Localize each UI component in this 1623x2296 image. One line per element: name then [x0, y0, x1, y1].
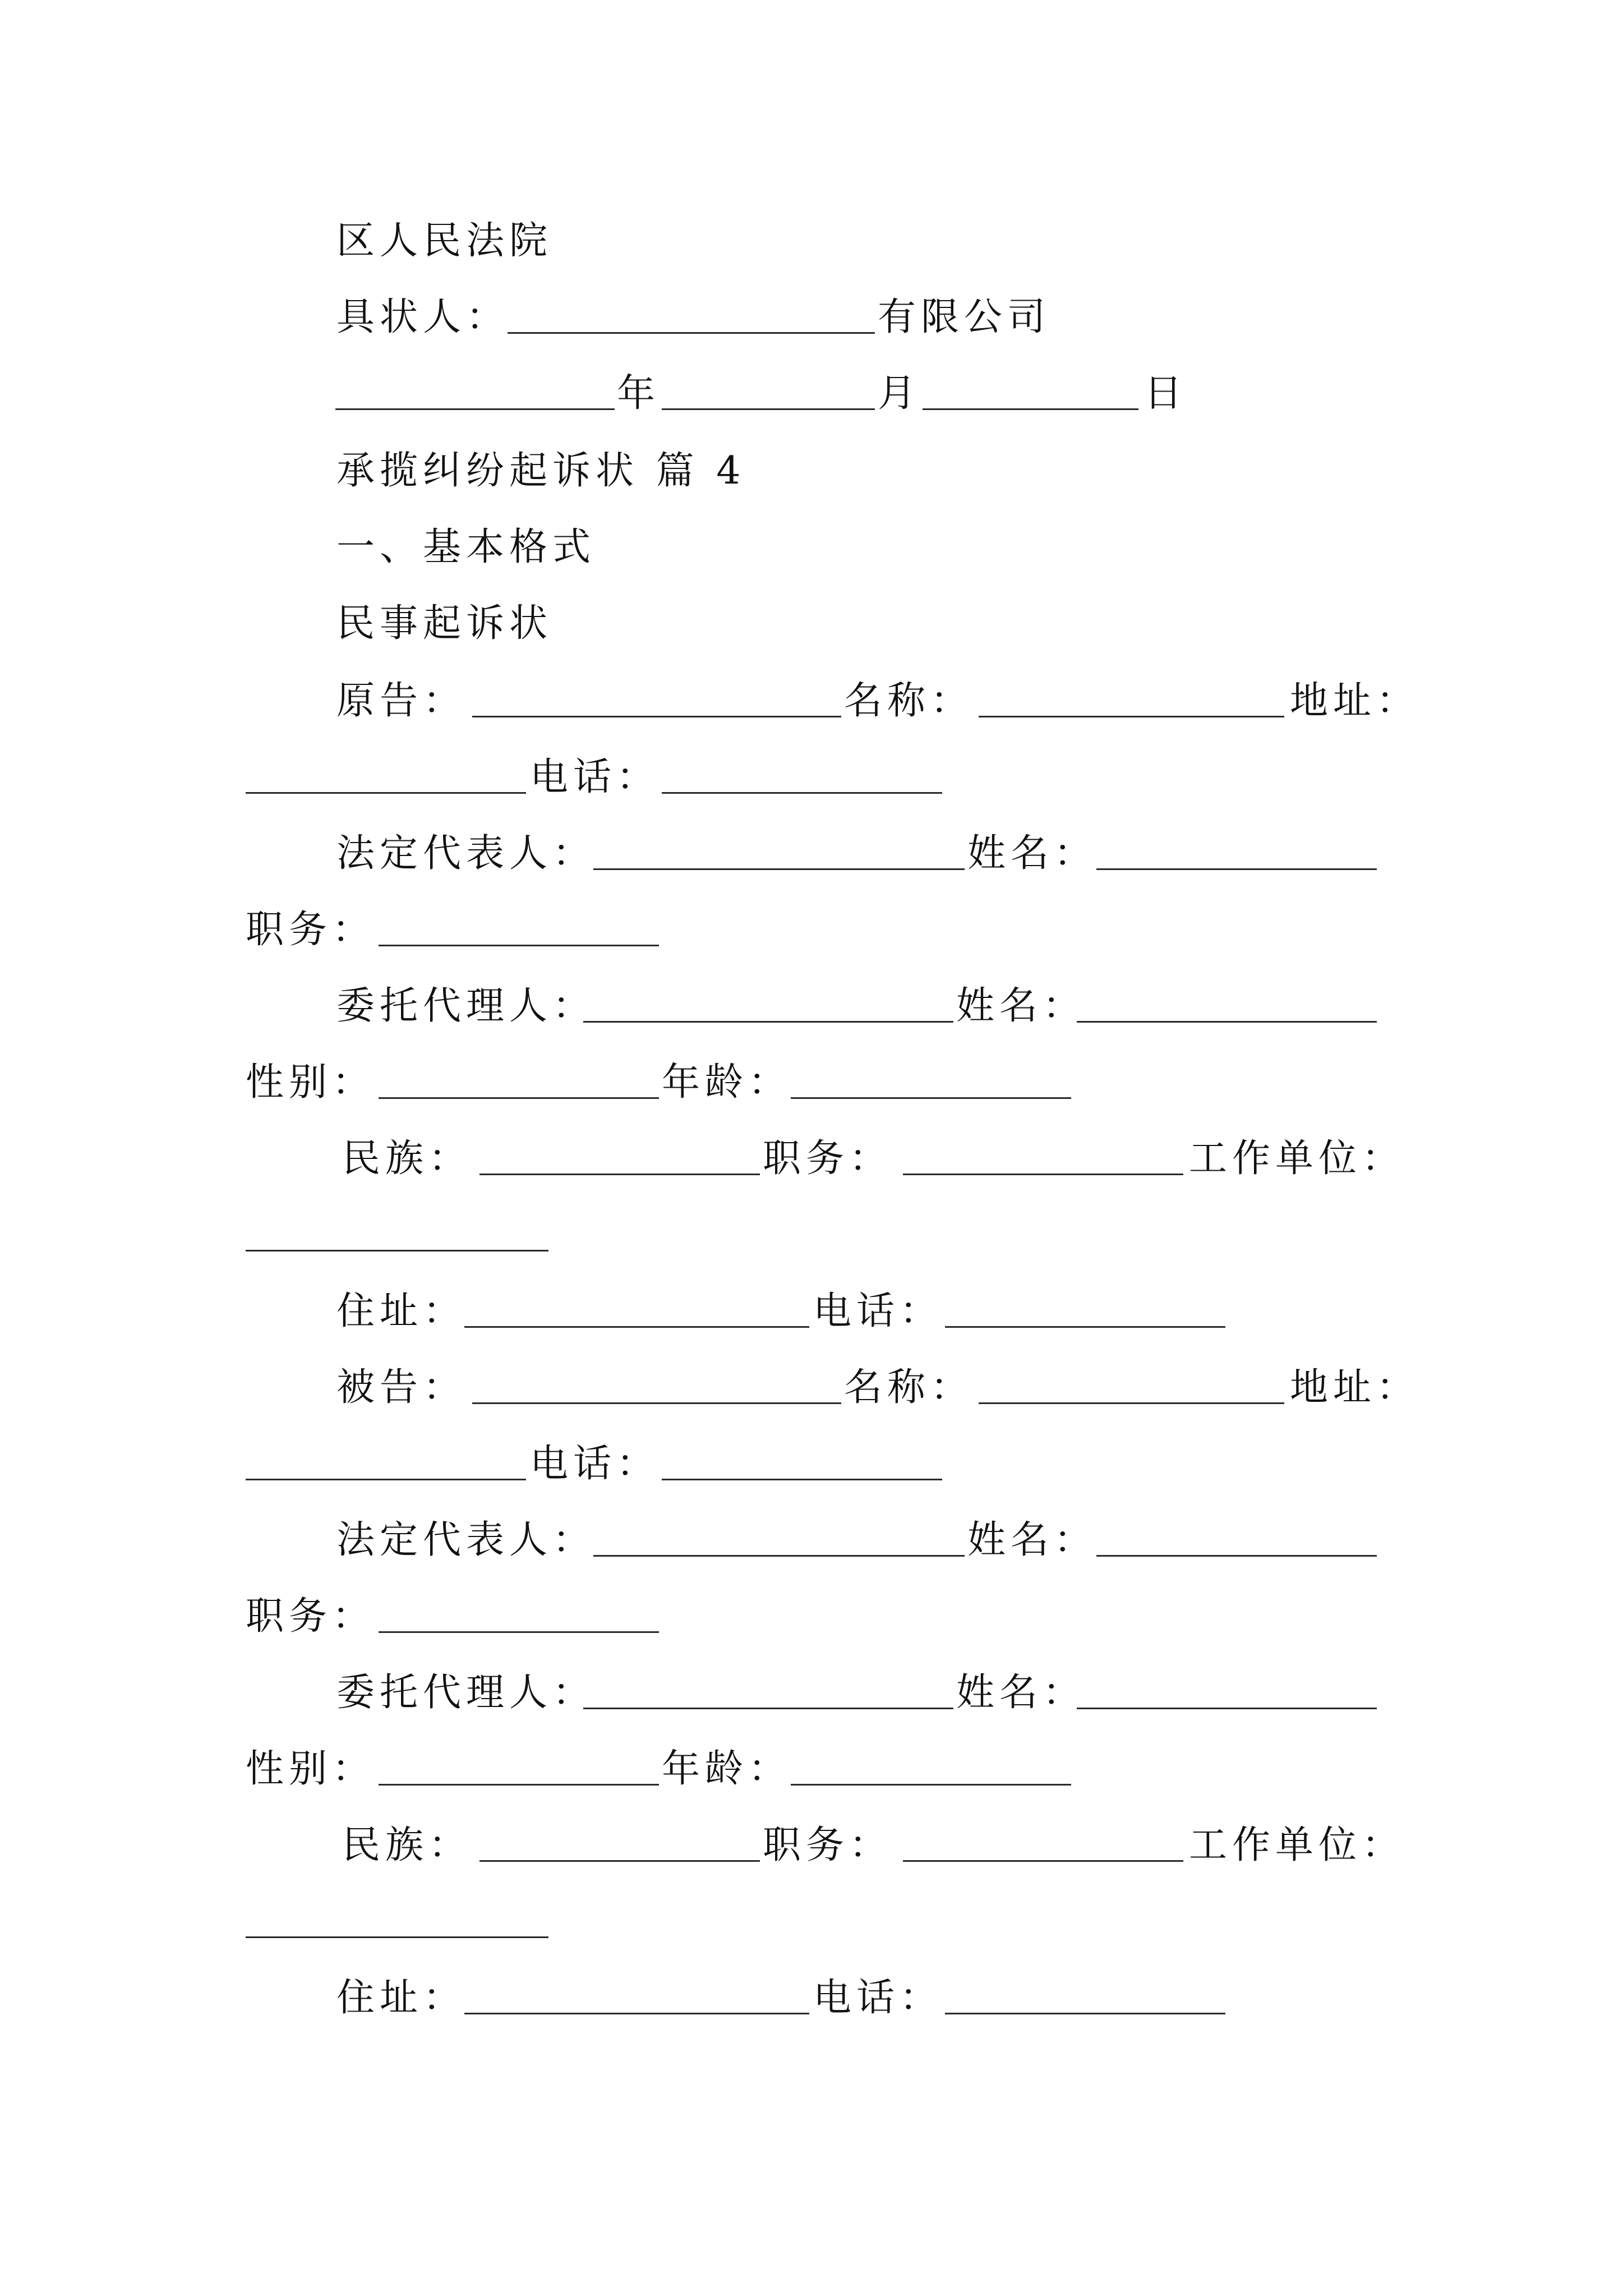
section-heading-line	[0, 519, 1623, 576]
plaintiff-agent-blank[interactable]	[583, 1021, 953, 1023]
defendant-legalrep-label: 法定代表人：	[336, 1518, 596, 1562]
defendant-agent-line	[0, 1665, 1623, 1721]
article-title-line	[0, 443, 1623, 499]
year-blank[interactable]	[335, 408, 615, 410]
defendant-phone-line	[0, 1436, 1623, 1492]
defendant-legalrep-position-label: 职务：	[246, 1594, 376, 1639]
year-label: 年	[617, 371, 661, 416]
plaintiff-residence-line	[0, 1283, 1623, 1340]
defendant-ethnicity-label: 民族：	[342, 1823, 472, 1867]
plaintiff-residence-blank[interactable]	[464, 1326, 809, 1328]
plaintiff-agent-name-blank[interactable]	[1077, 1021, 1377, 1023]
doc-title: 民事起诉状	[336, 601, 553, 646]
plaintiff-legalrep-line	[0, 826, 1623, 882]
defendant-phone-blank[interactable]	[662, 1479, 942, 1480]
defendant-legalrep-name-label: 姓名：	[967, 1518, 1098, 1562]
plaintiff-legalrep-position-line	[0, 902, 1623, 958]
plaintiff-legalrep-label: 法定代表人：	[336, 831, 596, 876]
defendant-gender-label: 性别：	[246, 1747, 376, 1791]
plaintiff-age-blank[interactable]	[791, 1097, 1071, 1099]
defendant-blank[interactable]	[472, 1402, 841, 1404]
defendant-legalrep-position-blank[interactable]	[379, 1631, 659, 1633]
plaintiff-legalrep-blank[interactable]	[593, 868, 965, 870]
defendant-name-label: 名称：	[844, 1365, 974, 1410]
defendant-agent-gender-line	[0, 1741, 1623, 1797]
plaintiff-ethnicity-blank[interactable]	[479, 1174, 760, 1175]
defendant-residence-line	[0, 1970, 1623, 2026]
plaintiff-agent-line	[0, 978, 1623, 1034]
defendant-agent-label: 委托代理人：	[336, 1671, 596, 1715]
plaintiff-ethnicity-line	[0, 1131, 1623, 1187]
plaintiff-residence-label: 住址：	[336, 1289, 467, 1333]
day-blank[interactable]	[923, 408, 1138, 410]
plaintiff-employer-line	[0, 1207, 1623, 1263]
plaintiff-name-blank[interactable]	[979, 716, 1284, 717]
defendant-address-label: 地址：	[1290, 1365, 1420, 1410]
defendant-residence-phone-blank[interactable]	[945, 2013, 1225, 2014]
signature-blank[interactable]	[508, 332, 875, 334]
defendant-residence-phone-label: 电话：	[813, 1976, 943, 2020]
defendant-phone-label: 电话：	[530, 1442, 660, 1486]
plaintiff-employer-blank[interactable]	[246, 1250, 548, 1251]
plaintiff-legalrep-name-label: 姓名：	[967, 831, 1098, 876]
defendant-employer-blank[interactable]	[246, 1936, 548, 1938]
plaintiff-position-label: 职务：	[763, 1137, 893, 1181]
plaintiff-legalrep-position-label: 职务：	[246, 908, 376, 952]
plaintiff-position-blank[interactable]	[903, 1174, 1183, 1175]
plaintiff-employer-label: 工作单位：	[1189, 1137, 1405, 1181]
plaintiff-legalrep-position-blank[interactable]	[379, 945, 659, 946]
defendant-legalrep-name-blank[interactable]	[1096, 1555, 1377, 1557]
defendant-agent-name-blank[interactable]	[1077, 1708, 1377, 1709]
date-line	[0, 366, 1623, 422]
defendant-employer-label: 工作单位：	[1189, 1823, 1405, 1867]
day-label: 日	[1144, 371, 1188, 416]
court-name: 区人民法院	[336, 219, 553, 263]
plaintiff-agent-gender-line	[0, 1055, 1623, 1111]
defendant-ethnicity-blank[interactable]	[479, 1860, 760, 1862]
plaintiff-age-label: 年龄：	[662, 1060, 792, 1105]
plaintiff-phone-label: 电话：	[530, 755, 660, 799]
doc-title-line	[0, 596, 1623, 652]
defendant-residence-label: 住址：	[336, 1976, 467, 2020]
defendant-legalrep-blank[interactable]	[593, 1555, 965, 1557]
plaintiff-ethnicity-label: 民族：	[342, 1137, 472, 1181]
signature-label: 具状人：	[336, 295, 510, 339]
plaintiff-residence-phone-blank[interactable]	[945, 1326, 1225, 1328]
signature-suffix: 有限公司	[878, 295, 1051, 339]
plaintiff-agent-label: 委托代理人：	[336, 984, 596, 1028]
defendant-legalrep-position-line	[0, 1589, 1623, 1645]
plaintiff-residence-phone-label: 电话：	[813, 1289, 943, 1333]
defendant-position-label: 职务：	[763, 1823, 893, 1867]
plaintiff-legalrep-name-blank[interactable]	[1096, 868, 1377, 870]
defendant-ethnicity-line	[0, 1818, 1623, 1874]
defendant-employer-line	[0, 1894, 1623, 1950]
defendant-age-label: 年龄：	[662, 1747, 792, 1791]
article-title: 承揽纠纷起诉状 篇 4	[336, 449, 746, 493]
plaintiff-gender-label: 性别：	[246, 1060, 376, 1105]
month-blank[interactable]	[662, 408, 875, 410]
plaintiff-line	[0, 673, 1623, 729]
defendant-legalrep-line	[0, 1512, 1623, 1568]
defendant-address-blank[interactable]	[246, 1479, 526, 1480]
plaintiff-address-blank[interactable]	[246, 792, 526, 794]
plaintiff-address-label: 地址：	[1290, 679, 1420, 723]
section-heading: 一、基本格式	[336, 525, 596, 569]
defendant-residence-blank[interactable]	[464, 2013, 809, 2014]
plaintiff-blank[interactable]	[472, 716, 841, 717]
court-line	[0, 213, 1623, 269]
plaintiff-agent-name-label: 姓名：	[956, 984, 1086, 1028]
defendant-age-blank[interactable]	[791, 1784, 1071, 1786]
defendant-gender-blank[interactable]	[379, 1784, 659, 1786]
defendant-agent-blank[interactable]	[583, 1708, 953, 1709]
plaintiff-label: 原告：	[336, 679, 467, 723]
defendant-line	[0, 1360, 1623, 1416]
month-label: 月	[878, 371, 921, 416]
defendant-label: 被告：	[336, 1365, 467, 1410]
signature-line	[0, 289, 1623, 346]
defendant-position-blank[interactable]	[903, 1860, 1183, 1862]
defendant-name-blank[interactable]	[979, 1402, 1284, 1404]
plaintiff-phone-blank[interactable]	[662, 792, 942, 794]
plaintiff-name-label: 名称：	[844, 679, 974, 723]
defendant-agent-name-label: 姓名：	[956, 1671, 1086, 1715]
plaintiff-gender-blank[interactable]	[379, 1097, 659, 1099]
plaintiff-phone-line	[0, 749, 1623, 806]
